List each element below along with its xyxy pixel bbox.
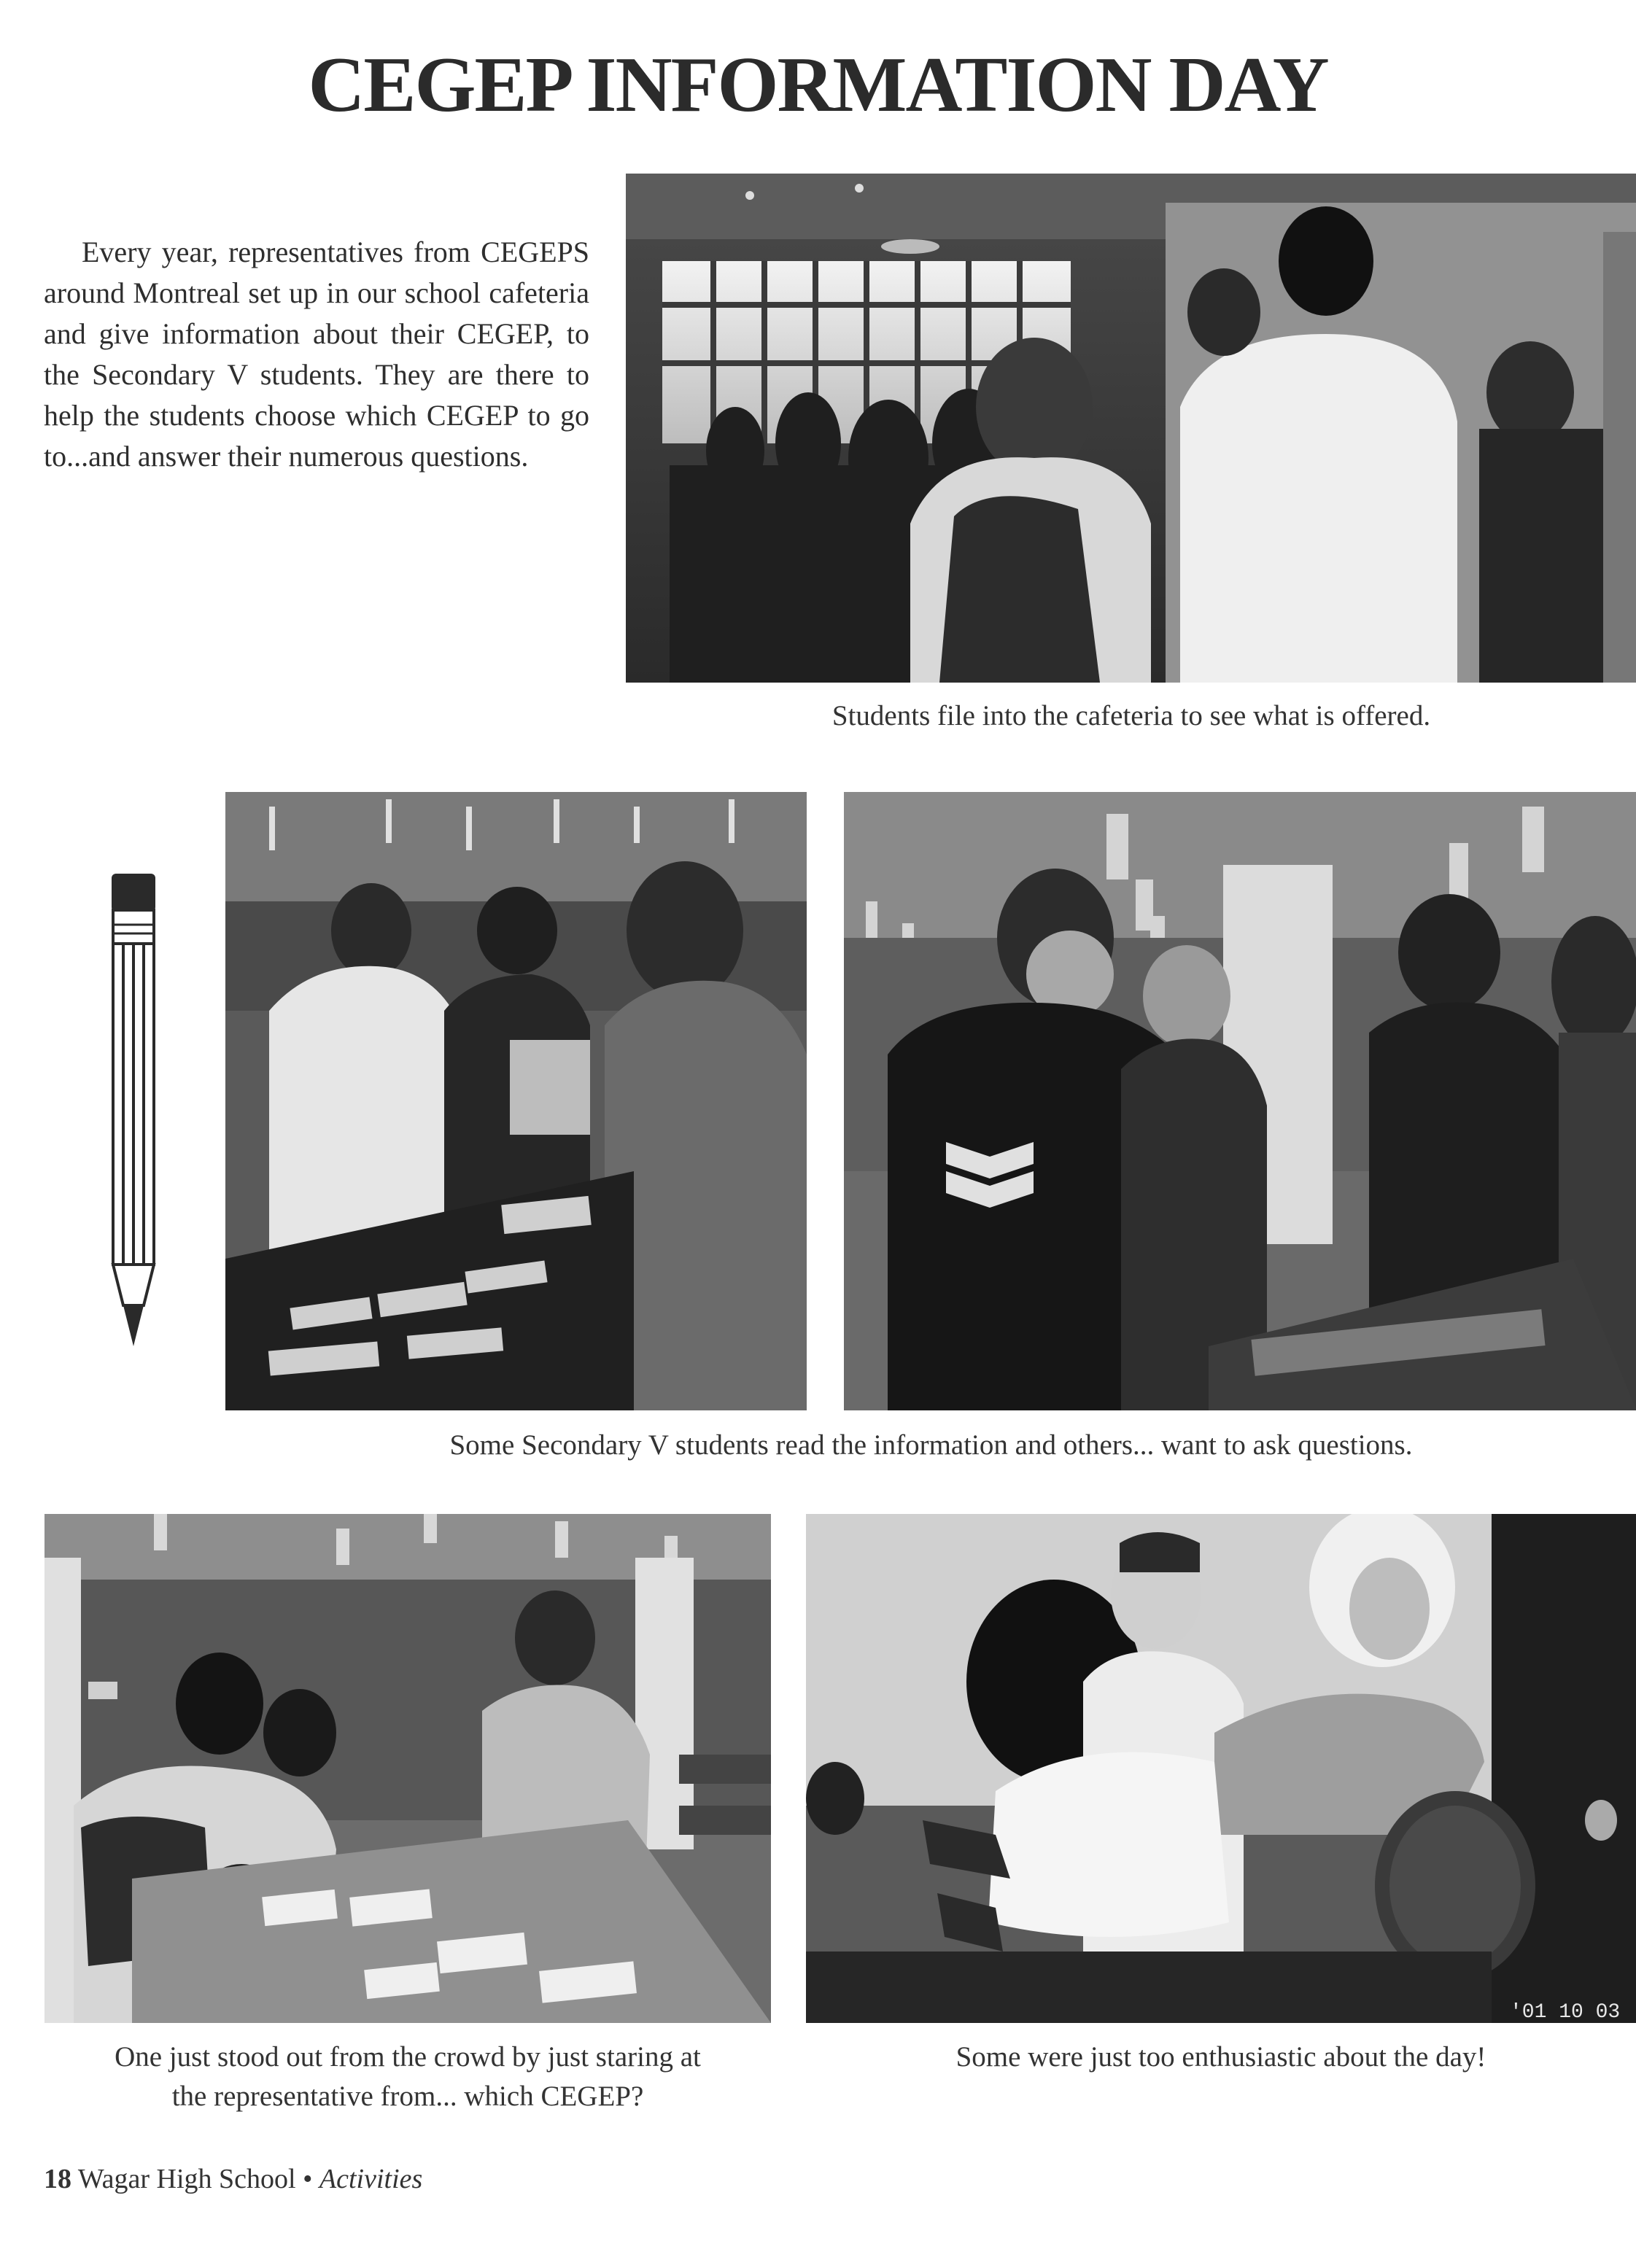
photo-representatives-questions xyxy=(844,792,1636,1410)
caption-enthusiastic: Some were just too enthusiastic about the day! xyxy=(955,2041,1486,2073)
caption-staring-line1: One just stood out from the crowd by just staring at xyxy=(115,2041,701,2073)
photo-enthusiastic-students-image xyxy=(806,1514,1636,2023)
photo-student-staring xyxy=(44,1514,771,2023)
caption-students-filing-in: Students file into the cafeteria to see what is offered. xyxy=(831,700,1431,731)
intro-paragraph: Every year, representatives from CEGEPS around Montreal set up in our school cafeteria and give information about their CEGEP, to the Secondary V students. They are there to help the students choose which CEGEP to go to...and answer their numerous questions. xyxy=(44,236,589,473)
photo-students-filing-in-image xyxy=(626,174,1636,683)
photo-students-reading xyxy=(225,792,807,1410)
page-number: 18 xyxy=(44,2164,71,2194)
photo-students-reading-image xyxy=(225,792,807,1410)
photo-student-staring-image xyxy=(44,1514,771,2023)
footer-school: Wagar High School xyxy=(77,2164,296,2194)
footer-section: Activities xyxy=(319,2164,423,2194)
photo-representatives-questions-image xyxy=(844,792,1636,1410)
footer-separator: • xyxy=(303,2164,313,2194)
photo-students-filing-in xyxy=(626,174,1636,683)
pencil-icon xyxy=(106,868,161,1349)
page-title: CEGEP INFORMATION DAY xyxy=(308,42,1328,128)
caption-staring-line2: the representative from... which CEGEP? xyxy=(171,2081,644,2112)
page-footer xyxy=(44,2163,422,2195)
photo-enthusiastic-students xyxy=(806,1514,1636,2023)
caption-read-and-ask: Some Secondary V students read the information and others... want to ask questions. xyxy=(449,1429,1413,1461)
photo-date-stamp: '01 10 03 xyxy=(1510,2001,1621,2023)
